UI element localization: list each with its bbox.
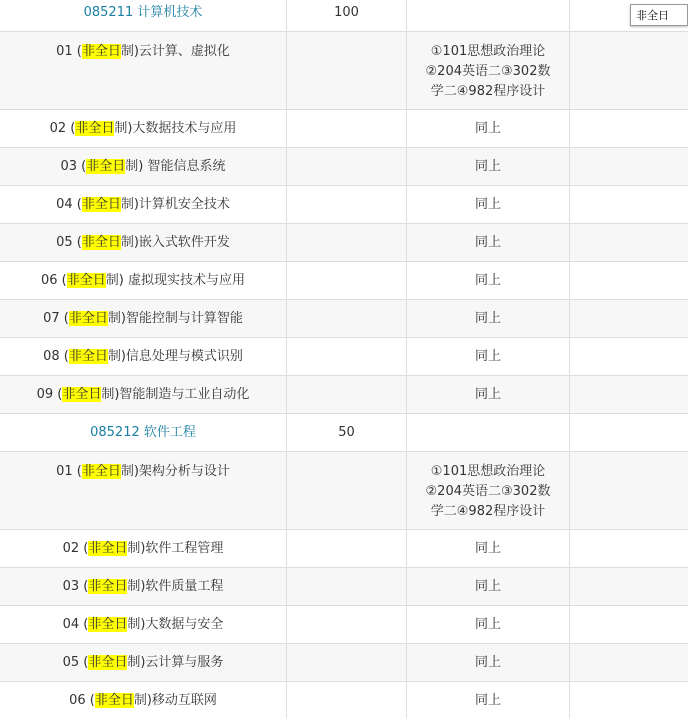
direction-row: [0, 32, 688, 110]
direction-row: [0, 300, 688, 338]
search-highlight: 非全日: [68, 348, 108, 364]
direction-name: 05 (非全日制)嵌入式软件开发: [56, 234, 230, 250]
direction-name-cell: [0, 644, 287, 681]
notes-cell: [570, 606, 688, 643]
enrollment-cell: [287, 414, 407, 451]
direction-name-cell: [0, 110, 287, 147]
direction-name: 03 (非全日制) 智能信息系统: [60, 158, 226, 174]
notes-cell: [570, 530, 688, 567]
exam-cell: 同上: [407, 376, 570, 413]
enrollment-cell: [287, 262, 407, 299]
direction-row: [0, 568, 688, 606]
enrollment-cell: [287, 110, 407, 147]
direction-row: [0, 262, 688, 300]
enrollment-cell: [287, 530, 407, 567]
major-link[interactable]: 085211 计算机技术: [83, 4, 203, 20]
notes-cell: [570, 148, 688, 185]
exam-subjects: ①101思想政治理论 ②204英语二③302数 学二④982程序设计: [425, 464, 551, 519]
notes-cell: [570, 110, 688, 147]
direction-row: [0, 186, 688, 224]
exam-subjects: ①101思想政治理论 ②204英语二③302数 学二④982程序设计: [425, 44, 551, 99]
direction-name: 08 (非全日制)信息处理与模式识别: [43, 348, 243, 364]
direction-row: [0, 376, 688, 414]
enrollment-cell: [287, 224, 407, 261]
enrollment-cell: [287, 186, 407, 223]
major-name-cell: [0, 0, 287, 31]
direction-name-cell: [0, 148, 287, 185]
search-highlight: 非全日: [81, 234, 121, 250]
exam-cell: [407, 452, 570, 529]
direction-name: 02 (非全日制)大数据技术与应用: [49, 120, 237, 136]
direction-name-cell: [0, 338, 287, 375]
direction-name-cell: [0, 262, 287, 299]
direction-name-cell: [0, 32, 287, 109]
direction-name-cell: [0, 530, 287, 567]
direction-name: 01 (非全日制)云计算、虚拟化: [56, 44, 230, 59]
notes-cell: [570, 452, 688, 529]
direction-name: 04 (非全日制)大数据与安全: [62, 616, 224, 632]
search-highlight: 非全日: [81, 44, 121, 59]
direction-name: 04 (非全日制)计算机安全技术: [56, 196, 230, 212]
search-highlight: 非全日: [88, 578, 128, 594]
search-highlight: 非全日: [66, 272, 106, 288]
search-highlight: 非全日: [94, 692, 134, 708]
direction-name-cell: [0, 300, 287, 337]
exam-cell: 同上: [407, 262, 570, 299]
notes-cell: [570, 300, 688, 337]
enrollment-count: 50: [338, 424, 355, 440]
notes-cell: [570, 376, 688, 413]
exam-cell: 同上: [407, 530, 570, 567]
enrollment-cell: [287, 568, 407, 605]
direction-row: [0, 148, 688, 186]
exam-cell: 同上: [407, 224, 570, 261]
major-row: [0, 414, 688, 452]
direction-name-cell: [0, 186, 287, 223]
direction-row: [0, 606, 688, 644]
search-highlight: 非全日: [62, 386, 102, 402]
direction-name: 06 (非全日制) 虚拟现实技术与应用: [41, 272, 245, 288]
exam-cell: 同上: [407, 148, 570, 185]
direction-name-cell: [0, 606, 287, 643]
enrollment-cell: [287, 376, 407, 413]
enrollment-cell: [287, 300, 407, 337]
exam-cell: 同上: [407, 606, 570, 643]
direction-name-cell: [0, 568, 287, 605]
direction-row: [0, 224, 688, 262]
search-highlight: 非全日: [81, 196, 121, 212]
exam-cell: [407, 32, 570, 109]
notes-cell: [570, 338, 688, 375]
direction-row: [0, 644, 688, 682]
direction-name: 07 (非全日制)智能控制与计算智能: [43, 310, 243, 326]
direction-name-cell: [0, 682, 287, 718]
direction-name: 09 (非全日制)智能制造与工业自动化: [36, 386, 250, 402]
find-in-page-value: 非全日: [636, 9, 669, 22]
direction-name-cell: [0, 452, 287, 529]
notes-cell: [570, 644, 688, 681]
search-highlight: 非全日: [88, 540, 128, 556]
direction-name: 06 (非全日制)移动互联网: [69, 692, 217, 708]
major-row: [0, 0, 688, 32]
exam-cell: 同上: [407, 300, 570, 337]
exam-cell: 同上: [407, 644, 570, 681]
find-in-page-input[interactable]: [630, 4, 688, 26]
enrollment-cell: [287, 148, 407, 185]
major-name-cell: [0, 414, 287, 451]
enrollment-cell: [287, 606, 407, 643]
exam-cell: [407, 0, 570, 31]
search-highlight: 非全日: [68, 310, 108, 326]
enrollment-cell: [287, 644, 407, 681]
direction-row: [0, 682, 688, 718]
direction-row: [0, 338, 688, 376]
search-highlight: 非全日: [75, 120, 115, 136]
notes-cell: [570, 414, 688, 451]
direction-name-cell: [0, 224, 287, 261]
direction-name: 01 (非全日制)架构分析与设计: [56, 464, 230, 479]
direction-row: [0, 530, 688, 568]
notes-cell: [570, 568, 688, 605]
direction-name-cell: [0, 376, 287, 413]
exam-cell: 同上: [407, 682, 570, 718]
enrollment-count: 100: [334, 4, 359, 20]
notes-cell: [570, 32, 688, 109]
search-highlight: 非全日: [88, 616, 128, 632]
search-highlight: 非全日: [81, 464, 121, 479]
enrollment-cell: [287, 452, 407, 529]
direction-name: 02 (非全日制)软件工程管理: [62, 540, 224, 556]
exam-cell: 同上: [407, 568, 570, 605]
notes-cell: [570, 186, 688, 223]
direction-row: [0, 110, 688, 148]
enrollment-cell: [287, 0, 407, 31]
exam-cell: [407, 414, 570, 451]
search-highlight: 非全日: [88, 654, 128, 670]
notes-cell: [570, 262, 688, 299]
enrollment-cell: [287, 338, 407, 375]
enrollment-cell: [287, 682, 407, 718]
exam-cell: 同上: [407, 110, 570, 147]
direction-name: 03 (非全日制)软件质量工程: [62, 578, 224, 594]
enrollment-cell: [287, 32, 407, 109]
notes-cell: [570, 224, 688, 261]
exam-cell: 同上: [407, 338, 570, 375]
direction-row: [0, 452, 688, 530]
direction-name: 05 (非全日制)云计算与服务: [62, 654, 224, 670]
search-highlight: 非全日: [86, 158, 126, 174]
exam-cell: 同上: [407, 186, 570, 223]
notes-cell: [570, 682, 688, 718]
major-link[interactable]: 085212 软件工程: [90, 424, 196, 440]
